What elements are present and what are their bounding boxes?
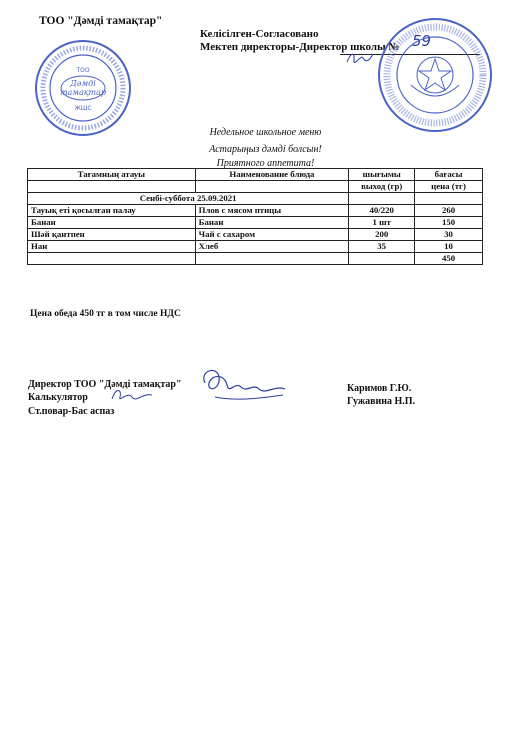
header-price-ru: цена (тг) <box>415 181 483 193</box>
header-price-kz: бағасы <box>415 169 483 181</box>
calculator-label: Калькулятор <box>28 392 88 403</box>
menu-day: Сенбі-суббота 25.09.2021 <box>28 193 349 205</box>
dish-price: 150 <box>415 217 483 229</box>
school-number-handwritten: 59 <box>412 32 432 50</box>
table-day-row <box>28 193 483 205</box>
dish-name-ru: Банан <box>195 217 349 229</box>
stamp-org-entity: ЖШС <box>74 105 92 112</box>
organization-stamp-icon <box>33 38 133 138</box>
stamp-org-name1: Дәмді <box>70 79 96 88</box>
dish-name-ru: Хлеб <box>195 241 349 253</box>
stamp-org-label: ТОО <box>76 67 90 74</box>
total-price: 450 <box>415 253 483 265</box>
dish-name-ru: Чай с сахаром <box>195 229 349 241</box>
menu-title: Недельное школьное меню <box>209 127 322 138</box>
dish-name-kz: Банан <box>28 217 196 229</box>
table-row <box>28 217 483 229</box>
school-stamp-icon <box>375 15 495 135</box>
chef-name: Гужавина Н.П. <box>347 396 416 407</box>
table-header-row <box>28 169 483 181</box>
approval-signature-icon <box>345 48 375 66</box>
header-yield-kz: шығымы <box>349 169 415 181</box>
calculator-signature-icon <box>108 385 156 405</box>
director-name: Каримов Г.Ю. <box>347 383 412 394</box>
dish-yield: 200 <box>349 229 415 241</box>
organization-name: ТОО "Дәмді тамақтар" <box>39 15 163 27</box>
stamp-org-name2: тамақтар <box>59 88 107 97</box>
table-row <box>28 241 483 253</box>
greeting-kz: Астарыңыз дәмді болсын! <box>209 144 322 155</box>
dish-yield: 40/220 <box>349 205 415 217</box>
greeting-ru: Приятного аппетита! <box>216 158 315 169</box>
dish-yield: 35 <box>349 241 415 253</box>
table-row <box>28 205 483 217</box>
lunch-price-note: Цена обеда 450 тг в том числе НДС <box>30 309 181 319</box>
dish-price: 10 <box>415 241 483 253</box>
header-yield-ru: выход (гр) <box>349 181 415 193</box>
approval-director-title: Мектеп директоры-Директор школы № <box>200 41 400 53</box>
table-subheader-row <box>28 181 483 193</box>
chef-label: Ст.повар-Бас аспаз <box>28 406 115 417</box>
dish-name-kz: Нан <box>28 241 196 253</box>
dish-yield: 1 шт <box>349 217 415 229</box>
menu-table <box>27 168 483 265</box>
table-row <box>28 229 483 241</box>
table-total-row <box>28 253 483 265</box>
director-signature-icon <box>195 363 295 413</box>
dish-name-kz: Шәй қантпен <box>28 229 196 241</box>
dish-price: 30 <box>415 229 483 241</box>
director-label: Директор ТОО "Дәмді тамақтар" <box>28 379 182 390</box>
dish-name-ru: Плов с мясом птицы <box>195 205 349 217</box>
dish-name-kz: Тауық еті қосылған палау <box>28 205 196 217</box>
dish-price: 260 <box>415 205 483 217</box>
approval-heading: Келісілген-Согласовано <box>200 28 319 40</box>
header-dish-name-kz: Тағамның атауы <box>28 169 196 181</box>
header-dish-name-ru: Наименование блюда <box>195 169 349 181</box>
